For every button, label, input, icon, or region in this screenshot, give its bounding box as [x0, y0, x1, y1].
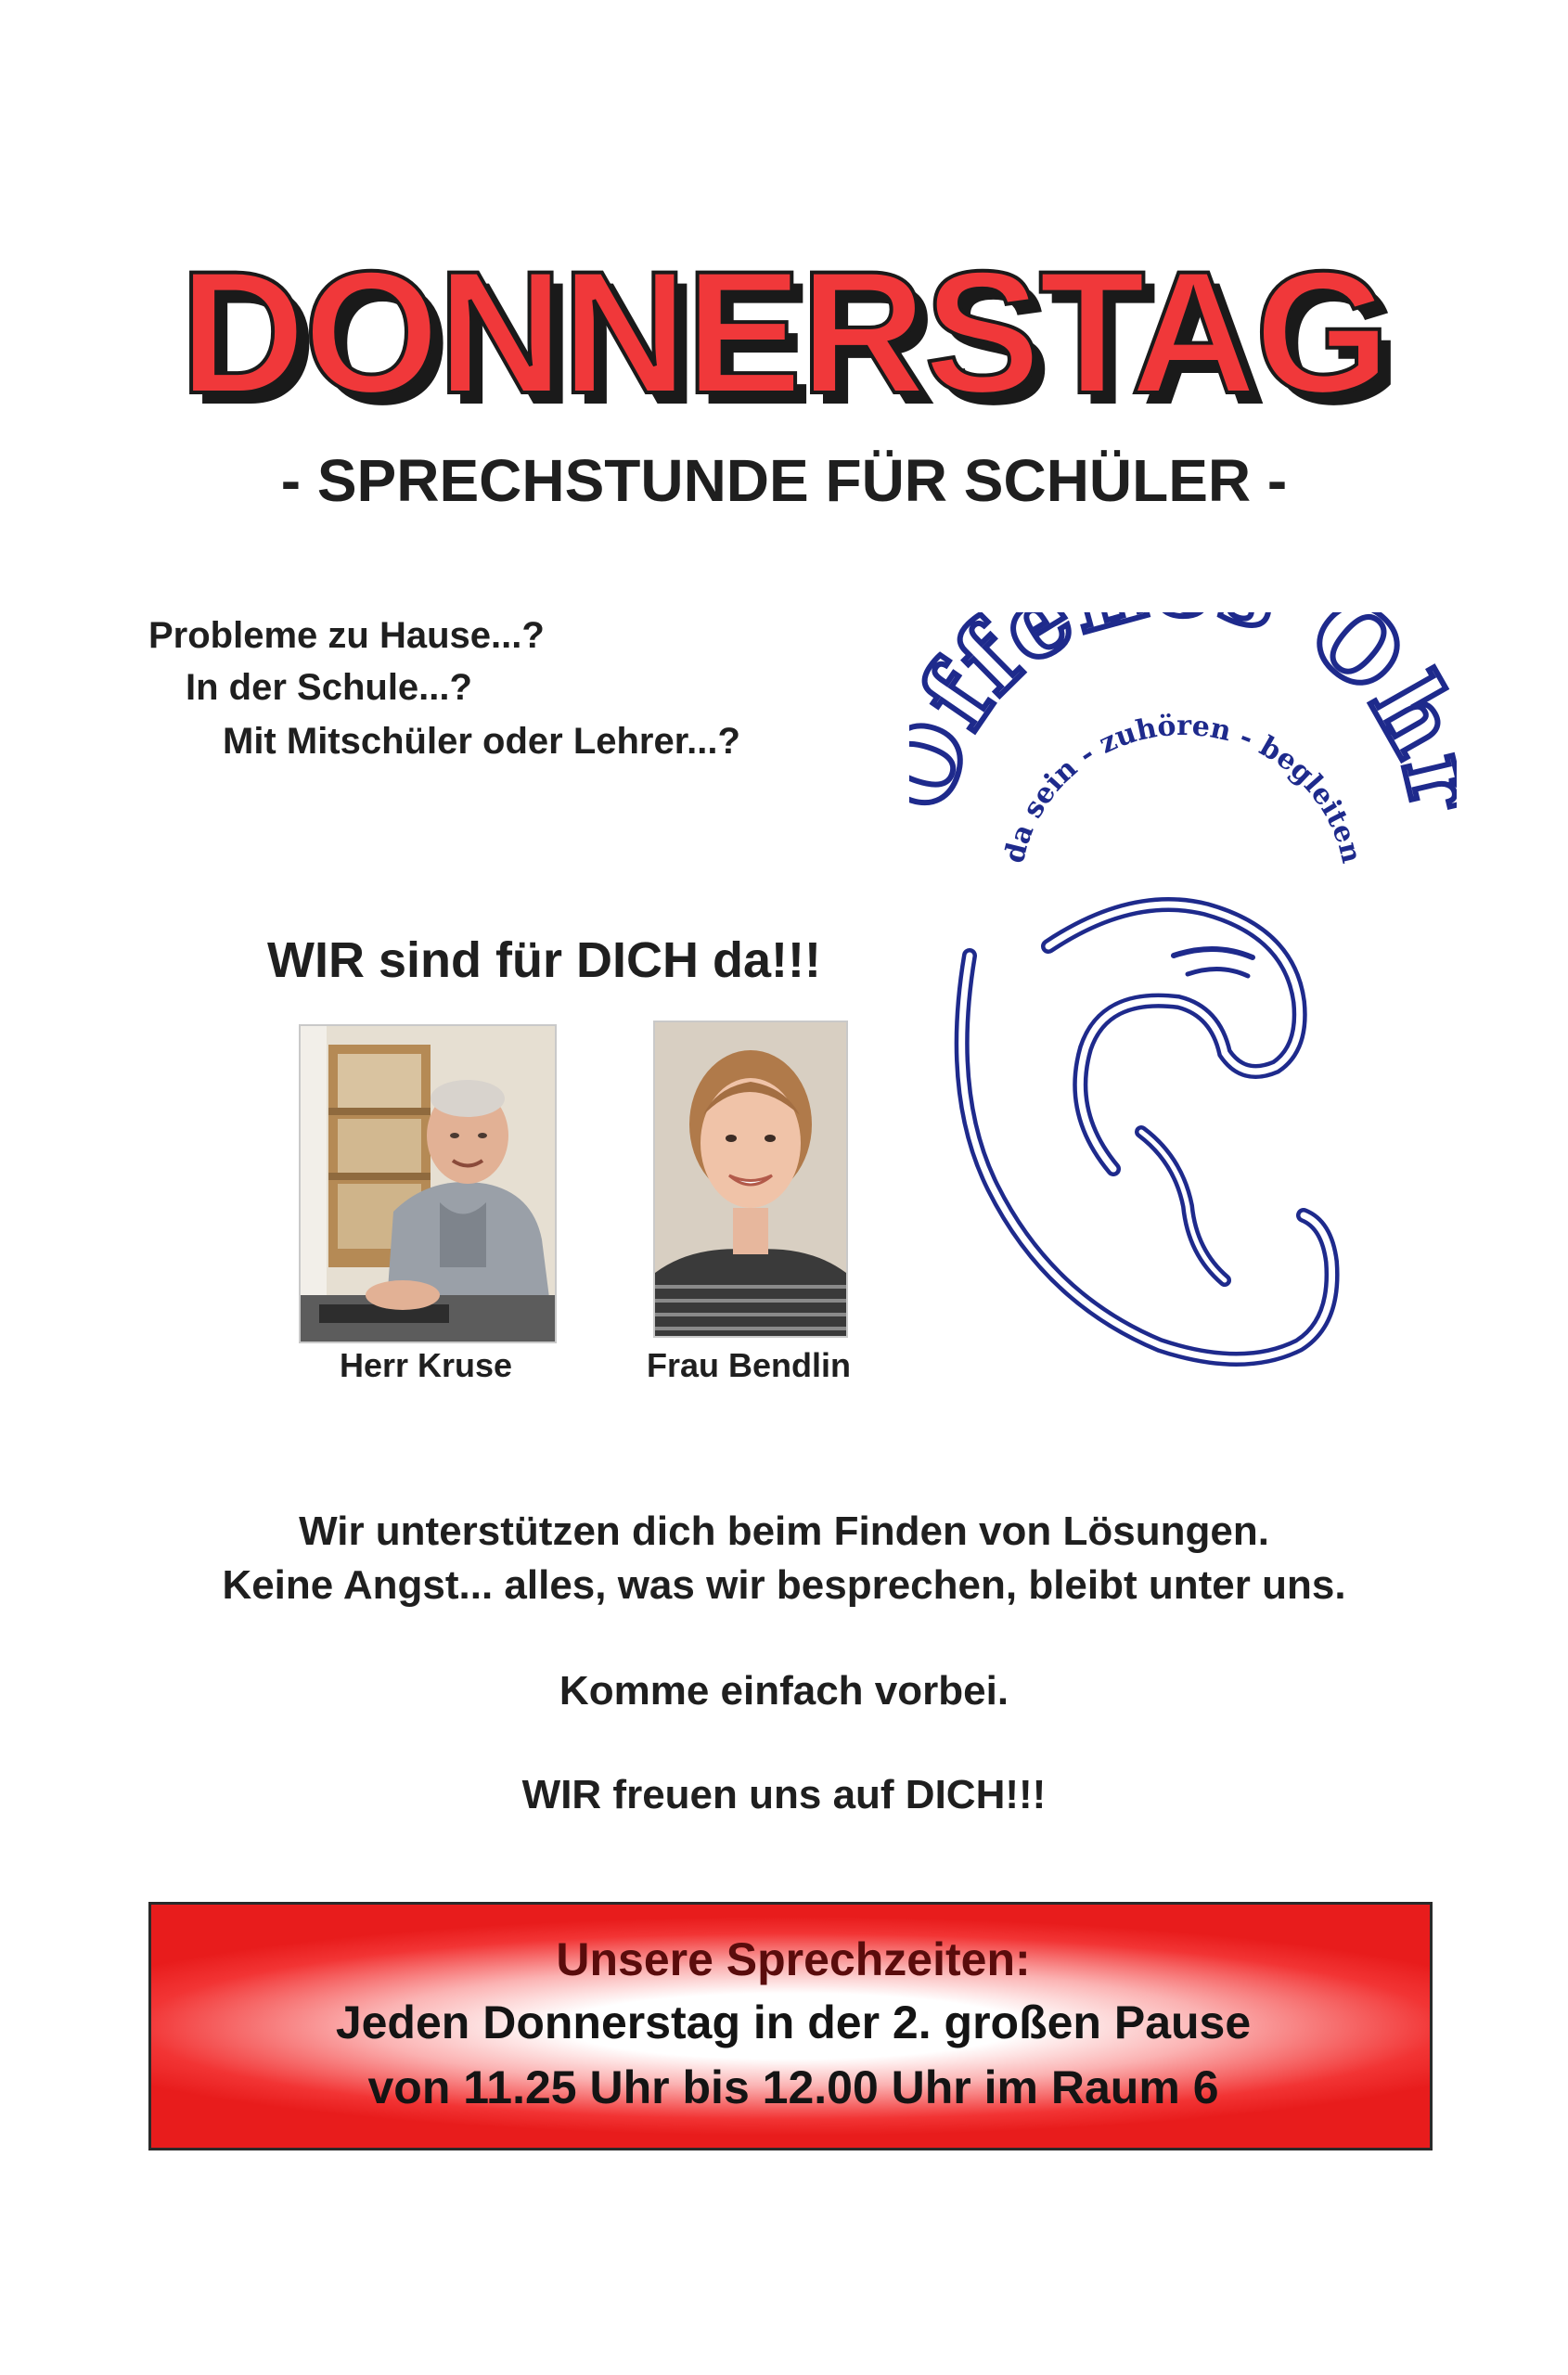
logo-motto: da sein - zuhören - begleiten — [997, 709, 1369, 867]
tagline: WIR sind für DICH da!!! — [267, 932, 821, 988]
office-hours-time: von 11.25 Uhr bis 12.00 Uhr im Raum 6 — [367, 2061, 1219, 2113]
question-home: Probleme zu Hause...? — [148, 615, 545, 656]
page-title: DONNERSTAG — [179, 235, 1389, 430]
office-hours-day: Jeden Donnerstag in der 2. großen Pause — [335, 1996, 1252, 2048]
caption-frau-bendlin: Frau Bendlin — [646, 1346, 851, 1384]
office-hours-box — [148, 1902, 1433, 2150]
photo-frau-bendlin — [653, 1021, 848, 1338]
photo-herr-kruse — [299, 1024, 557, 1343]
question-classmates: Mit Mitschüler oder Lehrer...? — [223, 721, 740, 762]
body-looking-forward: WIR freuen uns auf DICH!!! — [521, 1772, 1047, 1817]
office-hours-heading: Unsere Sprechzeiten: — [556, 1933, 1031, 1985]
logo-title: ffe O — [909, 612, 1429, 748]
body-confidential: Keine Angst... alles, was wir besprechen, bleibt unter uns. — [222, 1562, 1346, 1608]
page-subtitle: - SPRECHSTUNDE FÜR SCHÜLER - — [280, 447, 1288, 514]
body-support: Wir unterstützen dich beim Finden von Lösungen. — [299, 1508, 1269, 1554]
body-come-by: Komme einfach vorbei. — [559, 1668, 1009, 1714]
offenes-ohr-logo — [909, 612, 1457, 1373]
caption-herr-kruse: Herr Kruse — [339, 1346, 513, 1384]
question-school: In der Schule...? — [186, 667, 472, 708]
